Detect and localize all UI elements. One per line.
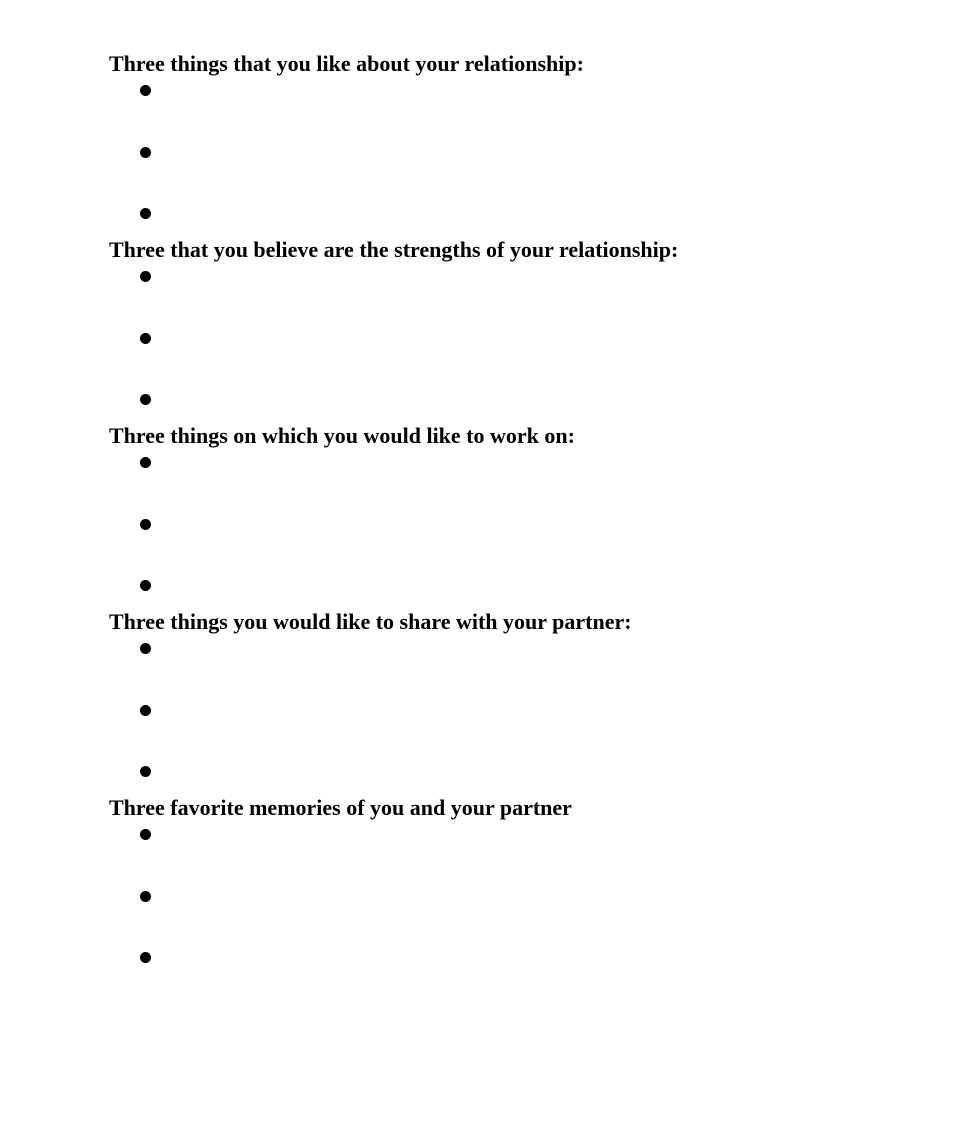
bullet-dot-icon: [140, 705, 151, 716]
bullet-item: [140, 829, 151, 840]
bullet-dot-icon: [140, 952, 151, 963]
bullet-item: [140, 952, 151, 963]
bullet-dot-icon: [140, 147, 151, 158]
section-heading: Three things that you like about your relationship:: [109, 51, 584, 76]
section-likes: [109, 51, 929, 237]
bullet-list: [109, 263, 929, 423]
bullet-dot-icon: [140, 829, 151, 840]
bullet-dot-icon: [140, 891, 151, 902]
bullet-item: [140, 891, 151, 902]
bullet-list: [109, 635, 929, 795]
section-memories: [109, 795, 929, 981]
bullet-item: [140, 394, 151, 405]
section-heading: Three things on which you would like to work on:: [109, 423, 575, 448]
bullet-item: [140, 766, 151, 777]
bullet-list: [109, 77, 929, 237]
bullet-item: [140, 580, 151, 591]
bullet-item: [140, 208, 151, 219]
bullet-item: [140, 643, 151, 654]
bullet-dot-icon: [140, 766, 151, 777]
bullet-dot-icon: [140, 85, 151, 96]
bullet-dot-icon: [140, 394, 151, 405]
section-share: [109, 609, 929, 795]
bullet-list: [109, 449, 929, 609]
bullet-dot-icon: [140, 580, 151, 591]
bullet-item: [140, 85, 151, 96]
bullet-dot-icon: [140, 457, 151, 468]
section-strengths: [109, 237, 929, 423]
section-heading: Three favorite memories of you and your partner: [109, 795, 572, 820]
bullet-item: [140, 271, 151, 282]
bullet-dot-icon: [140, 208, 151, 219]
bullet-item: [140, 705, 151, 716]
bullet-dot-icon: [140, 333, 151, 344]
section-heading: Three things you would like to share with your partner:: [109, 609, 632, 634]
bullet-item: [140, 519, 151, 530]
bullet-list: [109, 821, 929, 981]
bullet-dot-icon: [140, 643, 151, 654]
section-work-on: [109, 423, 929, 609]
section-heading: Three that you believe are the strengths of your relationship:: [109, 237, 679, 262]
bullet-item: [140, 457, 151, 468]
bullet-dot-icon: [140, 271, 151, 282]
bullet-dot-icon: [140, 519, 151, 530]
bullet-item: [140, 147, 151, 158]
bullet-item: [140, 333, 151, 344]
